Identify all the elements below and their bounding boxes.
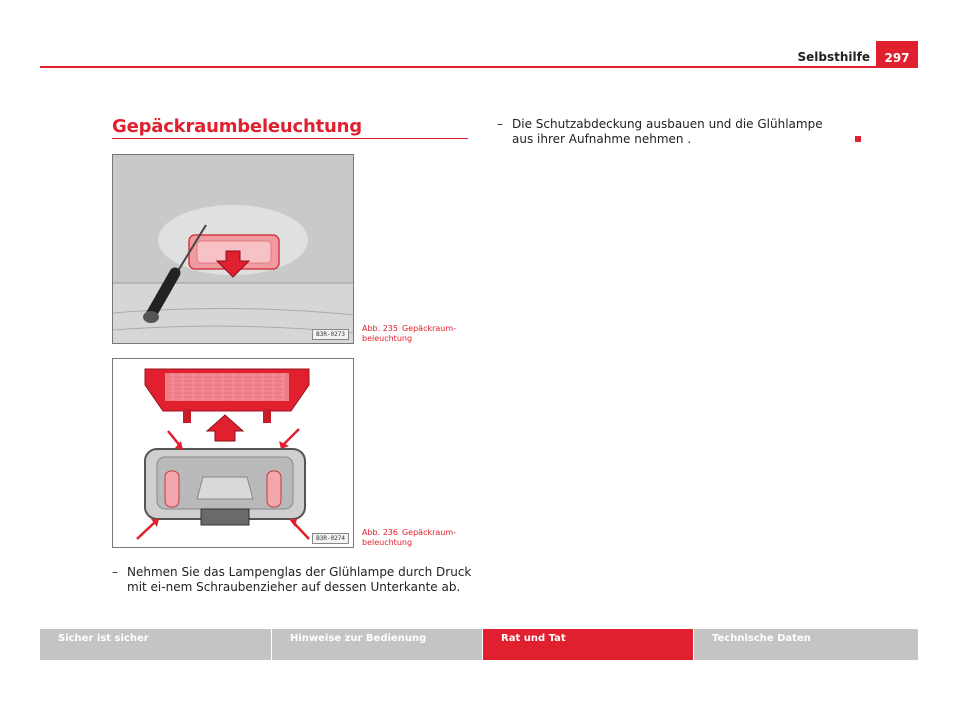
footer-tab-hinweise[interactable]: Hinweise zur Bedienung: [272, 629, 483, 660]
figure-235-caption: [362, 324, 472, 344]
figure-236-code: B3R-0274: [312, 533, 349, 544]
header-rule: [40, 66, 918, 68]
step-remove-cover: [497, 117, 847, 147]
figure-235-image: [112, 154, 354, 344]
step-remove-lens: [112, 565, 472, 595]
footer-tab-rat-und-tat[interactable]: Rat und Tat: [483, 629, 694, 660]
figure-235-code: B3R-0273: [312, 329, 349, 340]
page-title: Gepäckraumbeleuchtung: [112, 116, 362, 137]
figure-236-image: [112, 358, 354, 548]
lamp-housing-illustration: [113, 359, 354, 548]
figure-235-number: Abb. 235: [362, 324, 398, 333]
footer-nav: [40, 629, 918, 660]
footer-tab-sicher[interactable]: Sicher ist sicher: [40, 629, 272, 660]
step-dash: –: [497, 117, 503, 131]
step-text: Nehmen Sie das Lampenglas der Glühlampe durch Druck mit ei-nem Schraubenzieher auf dessen Unterkante ab.: [127, 565, 472, 594]
figure-236-number: Abb. 236: [362, 528, 398, 537]
trunk-light-illustration: [113, 155, 354, 344]
title-rule: [112, 138, 468, 139]
figure-235-caption-text: Gepäckraum- beleuchtung: [362, 324, 457, 343]
step-dash: –: [112, 565, 118, 579]
figure-236-caption: [362, 528, 472, 548]
page-number-box: 297: [876, 41, 918, 68]
step-text: Die Schutzabdeckung ausbauen und die Glühlampe aus ihrer Aufnahme nehmen .: [512, 117, 823, 146]
footer-tab-technische-daten[interactable]: Technische Daten: [694, 629, 918, 660]
figure-236-caption-text: Gepäckraum- beleuchtung: [362, 528, 457, 547]
section-end-marker: [855, 136, 861, 142]
running-header-section: Selbsthilfe: [797, 50, 870, 64]
